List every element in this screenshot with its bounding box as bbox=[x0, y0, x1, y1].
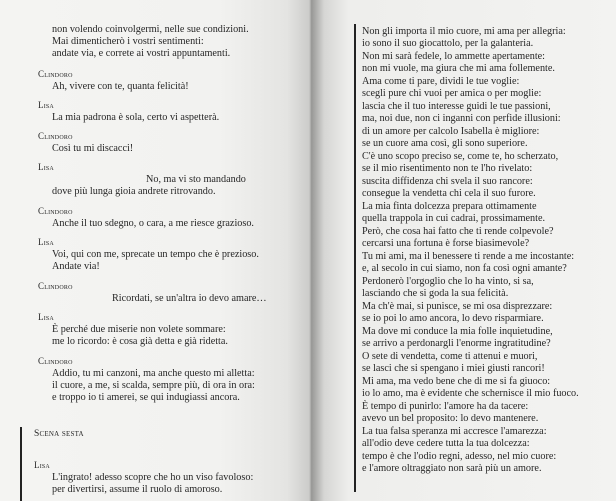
verse-line: quella trappola in cui cadrai, prossimamente. bbox=[362, 213, 546, 224]
verse-line: O sete di vendetta, come ti attenui e muori, bbox=[362, 351, 538, 362]
verse-line: di un amore per calcolo Isabella è migliore: bbox=[362, 126, 540, 137]
speaker-name: Clindoro bbox=[38, 69, 73, 79]
verse-line: Addio, tu mi canzoni, ma anche questo mi alletta: bbox=[52, 368, 255, 379]
verse-line: consegue la vendetta chi cela il suo furore. bbox=[362, 188, 536, 199]
verse-line: il cuore, a me, si scalda, sempre più, di ora in ora: bbox=[52, 380, 255, 391]
verse-line: Perdonerò l'orgoglio che lo ha vinto, si sa, bbox=[362, 276, 534, 287]
speaker-name: Clindoro bbox=[38, 281, 73, 291]
verse-line: e troppo io ti amerei, se qui indugiassi ancora. bbox=[52, 392, 240, 403]
speaker-name: Lisa bbox=[34, 460, 50, 470]
verse-line: se arrivo a perdonargli l'enorme ingratitudine? bbox=[362, 338, 551, 349]
verse-line: Però, che cosa hai fatto che ti rende colpevole? bbox=[362, 226, 554, 237]
verse-line: È perché due miserie non volete sommare: bbox=[52, 324, 226, 335]
verse-line: Così tu mi discacci! bbox=[52, 143, 134, 154]
verse-line: L'ingrato! adesso scopre che ho un viso favoloso: bbox=[52, 472, 254, 483]
speaker-name: Clindoro bbox=[38, 131, 73, 141]
verse-line: Ricordati, se un'altra io devo amare… bbox=[112, 293, 267, 304]
verse-line: No, ma vi sto mandando bbox=[146, 174, 246, 185]
speaker-name: Lisa bbox=[38, 100, 54, 110]
verse-line: avevo un bel proposito: lo devo mantenere. bbox=[362, 413, 539, 424]
verse-line: all'odio deve cedere tutta la tua dolcezza: bbox=[362, 438, 530, 449]
verse-line: Ah, vivere con te, quanta felicità! bbox=[52, 81, 189, 92]
verse-line: Tu mi ami, ma il benessere ti rende a me incostante: bbox=[362, 251, 575, 262]
speaker-name: Lisa bbox=[38, 237, 54, 247]
verse-line: dove più lunga gioia andrete ritrovando. bbox=[52, 186, 216, 197]
speaker-name: Clindoro bbox=[38, 206, 73, 216]
verse-line: È tempo di punirlo: l'amore ha da tacere: bbox=[362, 401, 529, 412]
verse-line: se lasci che si spengano i miei giusti rancori! bbox=[362, 363, 545, 374]
verse-line: se un cuore ama così, gli sono superiore. bbox=[362, 138, 528, 149]
verse-line: Non mi sarà fedele, lo ammette apertamente: bbox=[362, 51, 546, 62]
verse-line: se io poi lo amo ancora, lo devo risparmiare. bbox=[362, 313, 544, 324]
verse-line: non volendo coinvolgermi, nelle sue condizioni. bbox=[52, 24, 249, 35]
speaker-name: Clindoro bbox=[38, 356, 73, 366]
verse-line: io lo amo, ma è evidente che schernisce il mio fuoco. bbox=[362, 388, 579, 399]
scene-heading: Scena sesta bbox=[34, 429, 84, 439]
verse-line: cercarsi una fortuna è forse biasimevole? bbox=[362, 238, 530, 249]
verse-line: La mia padrona è sola, certo vi aspetterà. bbox=[52, 112, 220, 123]
verse-line: e, al secolo in cui siamo, non fa così ogni amante? bbox=[362, 263, 567, 274]
verse-line: La tua falsa speranza mi accresce l'amarezza: bbox=[362, 426, 547, 437]
verse-line: Ma ch'è mai, si punisce, se mi osa disprezzare: bbox=[362, 301, 553, 312]
verse-line: per divertirsi, assume il ruolo di amoroso. bbox=[52, 484, 223, 495]
verse-line: Voi, qui con me, sprecate un tempo che è prezioso. bbox=[52, 249, 259, 260]
verse-line: suscita diffidenza chi svela il suo rancore: bbox=[362, 176, 533, 187]
verse-line: e l'amore oltraggiato non sarà più un amore. bbox=[362, 463, 542, 474]
verse-line: Ama come ti pare, dividi le tue voglie: bbox=[362, 76, 520, 87]
margin-rule bbox=[20, 427, 22, 501]
margin-rule bbox=[354, 24, 356, 492]
verse-line: La mia finta dolcezza prepara ottimamente bbox=[362, 201, 537, 212]
verse-line: scegli pure chi vuoi per amica o per moglie: bbox=[362, 88, 542, 99]
verse-line: Andate via! bbox=[52, 261, 100, 272]
verse-line: me lo ricordo: è cosa già detta e già ridetta. bbox=[52, 336, 228, 347]
verse-line: lascia che il tuo interesse guidi le tue passioni, bbox=[362, 101, 551, 112]
verse-line: io sono il suo giocattolo, per la galanteria. bbox=[362, 38, 534, 49]
verse-line: Non gli importa il mio cuore, mi ama per allegria: bbox=[362, 26, 566, 37]
verse-line: tempo è che l'odio regni, adesso, nel mio cuore: bbox=[362, 451, 557, 462]
speaker-name: Lisa bbox=[38, 162, 54, 172]
speaker-name: Lisa bbox=[38, 312, 54, 322]
verse-line: lasciando che si goda la sua felicità. bbox=[362, 288, 509, 299]
verse-line: C'è uno scopo preciso se, come te, ho scherzato, bbox=[362, 151, 559, 162]
verse-line: Mi ama, ma vedo bene che di me si fa giuoco: bbox=[362, 376, 551, 387]
verse-line: ma, noi due, non ci inganni con perfide illusioni: bbox=[362, 113, 561, 124]
verse-line: se il mio risentimento non te l'ho rivelato: bbox=[362, 163, 533, 174]
verse-line: Ma dove mi conduce la mia folle inquietudine, bbox=[362, 326, 553, 337]
verse-line: Mai dimenticherò i vostri sentimenti: bbox=[52, 36, 204, 47]
verse-line: andate via, e correte ai vostri appuntamenti. bbox=[52, 48, 231, 59]
verse-line: Anche il tuo sdegno, o cara, a me riesce grazioso. bbox=[52, 218, 254, 229]
verse-line: non mi vuole, ma giura che mi ama follemente. bbox=[362, 63, 555, 74]
